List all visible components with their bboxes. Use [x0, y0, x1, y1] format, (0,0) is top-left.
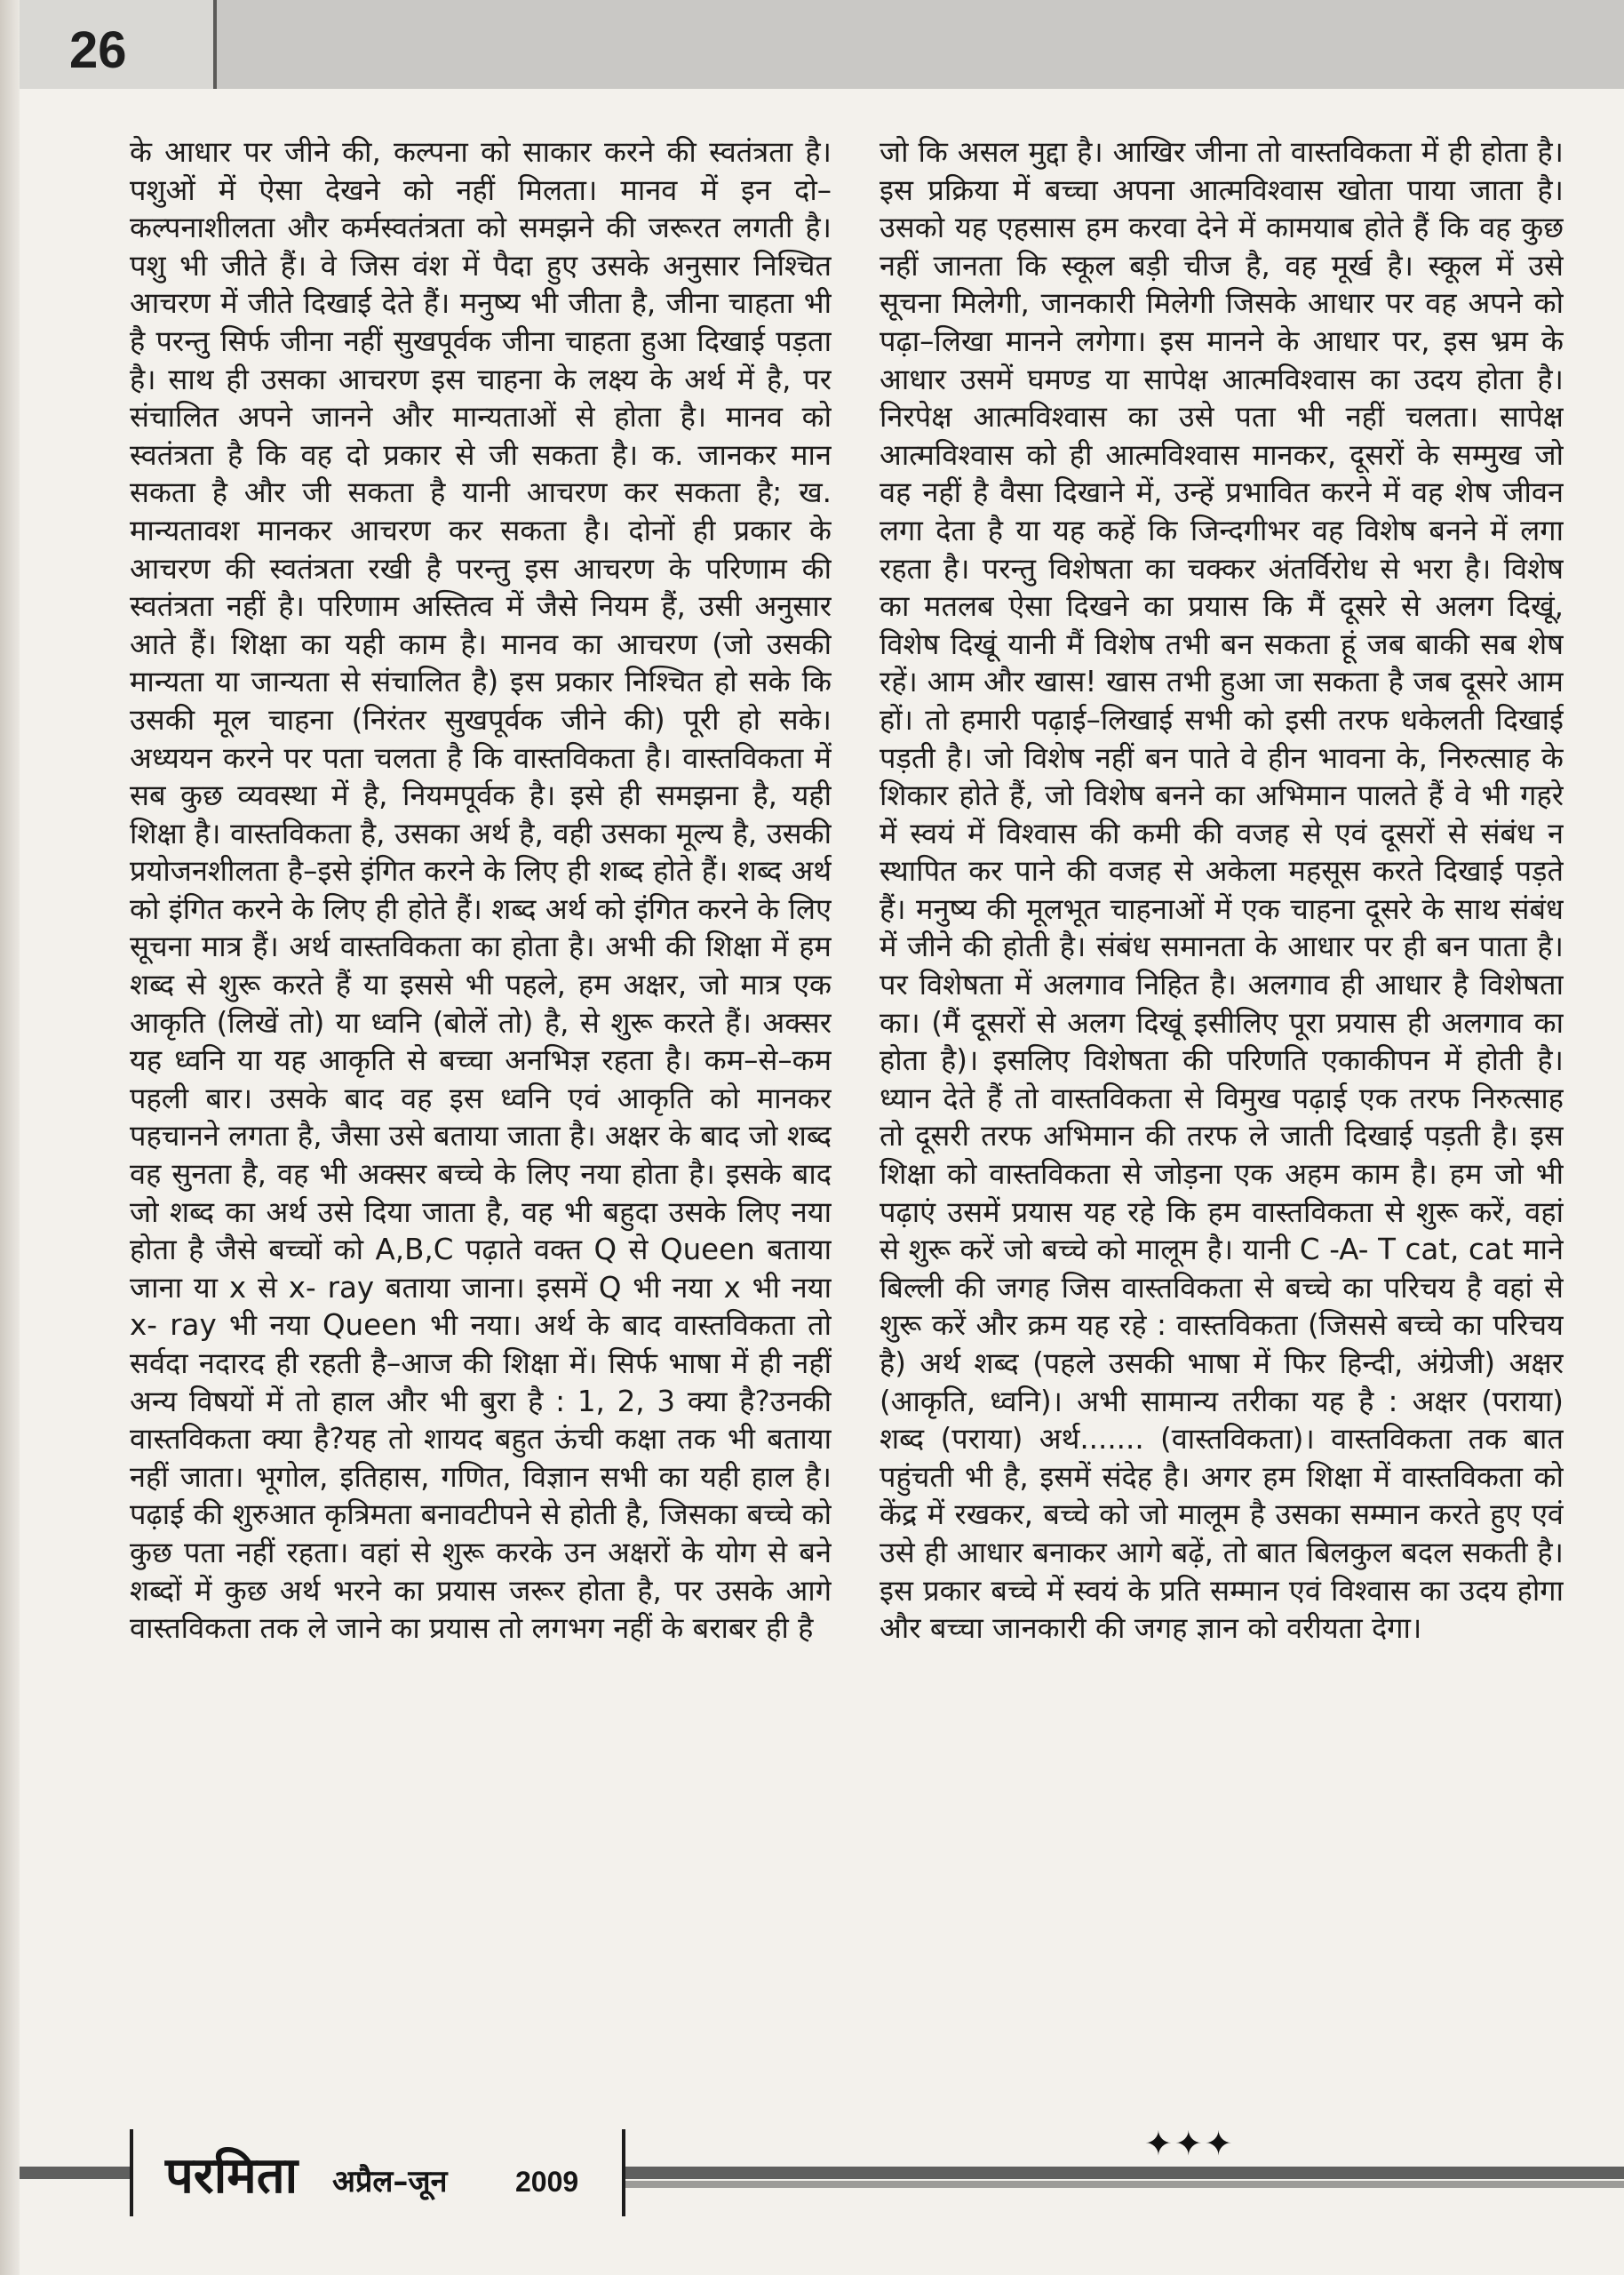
article-column-left [130, 133, 832, 2133]
header-divider [213, 0, 217, 89]
footer-masthead [130, 2129, 625, 2216]
header-band [20, 0, 1624, 89]
article-text-left: के आधार पर जीने की, कल्पना को साकार करने की स्वतंत्रता है। पशुओं में ऐसा देखने को नहीं मिलता। मानव में इन दो–कल्पनाशीलता और कर्मस्वतंत्रता को समझने की जरूरत लगती है। पशु भी जीते हैं। वे जिस वंश में पैदा हुए उसके अनुसार निश्चित आचरण में जीते दिखाई देते हैं। मनुष्य भी जीता है, जीना चाहता भी है परन्तु सिर्फ जीना नहीं सुखपूर्वक जीना चाहता हुआ दिखाई पड़ता है। साथ ही उसका आचरण इस चाहना के लक्ष्य के अर्थ में है, पर संचालित अपने जानने और मान्यताओं से होता है। मानव को स्वतंत्रता है कि वह दो प्रकार से जी सकता है। क. जानकर मान सकता है और जी सकता है यानी आचरण कर सकता है; ख. मान्यतावश मानकर आचरण कर सकता है। दोनों ही प्रकार के आचरण की स्वतंत्रता रखी है परन्तु इस आचरण के परिणाम की स्वतंत्रता नहीं है। परिणाम अस्तित्व में जैसे नियम हैं, उसी अनुसार आते हैं। शिक्षा का यही काम है। मानव का आचरण (जो उसकी मान्यता या जान्यता से संचालित है) इस प्रकार निश्चित हो सके कि उसकी मूल चाहना (निरंतर सुखपूर्वक जीने की) पूरी हो सके। अध्ययन करने पर पता चलता है कि वास्तविकता है। वास्तविकता में सब कुछ व्यवस्था में है, नियमपूर्वक है। इसे ही समझना है, यही शिक्षा है। वास्तविकता है, उसका अर्थ है, वही उसका मूल्य है, उसकी प्रयोजनशीलता है–इसे इंगित करने के लिए ही शब्द होते हैं। शब्द अर्थ को इंगित करने के लिए ही होते हैं। शब्द अर्थ को इंगित करने के लिए सूचना मात्र हैं। अर्थ वास्तविकता का होता है। अभी की शिक्षा में हम शब्द से शुरू करते हैं या इससे भी पहले, हम अक्षर, जो मात्र एक आकृति (लिखें तो) या ध्वनि (बोलें तो) है, से शुरू करते हैं। अक्सर यह ध्वनि या यह आकृति से बच्चा अनभिज्ञ रहता है। कम–से–कम पहली बार। उसके बाद वह इस ध्वनि एवं आकृति को मानकर पहचानने लगता है, जैसा उसे बताया जाता है। अक्षर के बाद जो शब्द वह सुनता है, वह भी अक्सर बच्चे के लिए नया होता है। इसके बाद जो शब्द का अर्थ उसे दिया जाता है, वह भी बहुदा उसके लिए नया होता है जैसे बच्चों को A,B,C पढ़ाते वक्त Q से Queen बताया जाना या x से x- ray बताया जाना। इसमें Q भी नया x भी नया x- ray भी नया Queen भी नया। अर्थ के बाद वास्तविकता तो सर्वदा नदारद ही रहती है–आज की शिक्षा में। सिर्फ भाषा में ही नहीं अन्य विषयों में तो हाल और भी बुरा है : 1, 2, 3 क्या है?उनकी वास्तविकता क्या है?यह तो शायद बहुत ऊंची कक्षा तक भी बताया नहीं जाता। भूगोल, इतिहास, गणित, विज्ञान सभी का यही हाल है। पढ़ाई की शुरुआत कृत्रिमता बनावटीपने से होती है, जिसका बच्चे को कुछ पता नहीं रहता। वहां से शुरू करके उन अक्षरों के योग से बने शब्दों में कुछ अर्थ भरने का प्रयास जरूर होता है, पर उसके आगे वास्तविकता तक ले जाने का प्रयास तो लगभग नहीं के बराबर ही है [130, 135, 832, 1646]
end-of-article-mark: ✦✦✦ [1144, 2124, 1235, 2163]
page-edge-shadow [0, 0, 20, 2275]
article-column-right [880, 133, 1564, 2133]
issue-year: 2009 [515, 2166, 579, 2198]
issue-months: अप्रैल–जून [332, 2164, 448, 2199]
page-number: 26 [69, 21, 127, 79]
article-text-right: जो कि असल मुद्दा है। आखिर जीना तो वास्तविकता में ही होता है। इस प्रक्रिया में बच्चा अपना आत्मविश्वास खोता पाया जाता है। उसको यह एहसास हम करवा देने में कामयाब होते हैं कि वह कुछ नहीं जानता कि स्कूल बड़ी चीज है, वह मूर्ख है। स्कूल में उसे सूचना मिलेगी, जानकारी मिलेगी जिसके आधार पर वह अपने को पढ़ा–लिखा मानने लगेगा। इस मानने के आधार पर, इस भ्रम के आधार उसमें घमण्ड या सापेक्ष आत्मविश्वास का उदय होता है। निरपेक्ष आत्मविश्वास का उसे पता भी नहीं चलता। सापेक्ष आत्मविश्वास को ही आत्मविश्वास मानकर, दूसरों के सम्मुख जो वह नहीं है वैसा दिखाने में, उन्हें प्रभावित करने में वह शेष जीवन लगा देता है या यह कहें कि जिन्दगीभर वह विशेष बनने में लगा रहता है। परन्तु विशेषता का चक्कर अंतर्विरोध से भरा है। विशेष का मतलब ऐसा दिखने का प्रयास कि मैं दूसरे से अलग दिखूं, विशेष दिखूं यानी मैं विशेष तभी बन सकता हूं जब बाकी सब शेष रहें। आम और खास! खास तभी हुआ जा सकता है जब दूसरे आम हों। तो हमारी पढ़ाई–लिखाई सभी को इसी तरफ धकेलती दिखाई पड़ती है। जो विशेष नहीं बन पाते वे हीन भावना के, निरुत्साह के शिकार होते हैं, जो विशेष बनने का अभिमान पालते हैं वे भी गहरे में स्वयं में विश्वास की कमी की वजह से एवं दूसरों से संबंध न स्थापित कर पाने की वजह से अकेला महसूस करते दिखाई पड़ते हैं। मनुष्य की मूलभूत चाहनाओं में एक चाहना दूसरे के साथ संबंध में जीने की होती है। संबंध समानता के आधार पर ही बन पाता है। पर विशेषता में अलगाव निहित है। अलगाव ही आधार है विशेषता का। (मैं दूसरों से अलग दिखूं इसीलिए पूरा प्रयास ही अलगाव का होता है)। इसलिए विशेषता की परिणति एकाकीपन में होती है। ध्यान देते हैं तो वास्तविकता से विमुख पढ़ाई एक तरफ निरुत्साह तो दूसरी तरफ अभिमान की तरफ ले जाती दिखाई पड़ती है। इस शिक्षा को वास्तविकता से जोड़ना एक अहम काम है। हम जो भी पढ़ाएं उसमें प्रयास यह रहे कि हम वास्तविकता से शुरू करें, वहां से शुरू करें जो बच्चे को मालूम है। यानी C -A- T cat, cat माने बिल्ली की जगह जिस वास्तविकता से बच्चे का परिचय है वहां से शुरू करें और क्रम यह रहे : वास्तविकता (जिससे बच्चे का परिचय है) अर्थ शब्द (पहले उसकी भाषा में फिर हिन्दी, अंग्रेजी) अक्षर (आकृति, ध्वनि)। अभी सामान्य तरीका यह है : अक्षर (पराया) शब्द (पराया) अर्थ....... (वास्तविकता)। वास्तविकता तक बात पहुंचती भी है, इसमें संदेह है। अगर हम शिक्षा में वास्तविकता को केंद्र में रखकर, बच्चे को जो मालूम है उसका सम्मान करते हुए एवं उसे ही आधार बनाकर आगे बढ़ें, तो बात बिलकुल बदल सकती है। इस प्रकार बच्चे में स्वयं के प्रति सम्मान एवं विश्वास का उदय होगा और बच्चा जानकारी की जगह ज्ञान को वरीयता देगा। [880, 135, 1564, 1646]
magazine-name: परमिता [165, 2146, 299, 2205]
footer-rule-secondary [622, 2181, 1624, 2188]
header-bar [213, 0, 1624, 89]
